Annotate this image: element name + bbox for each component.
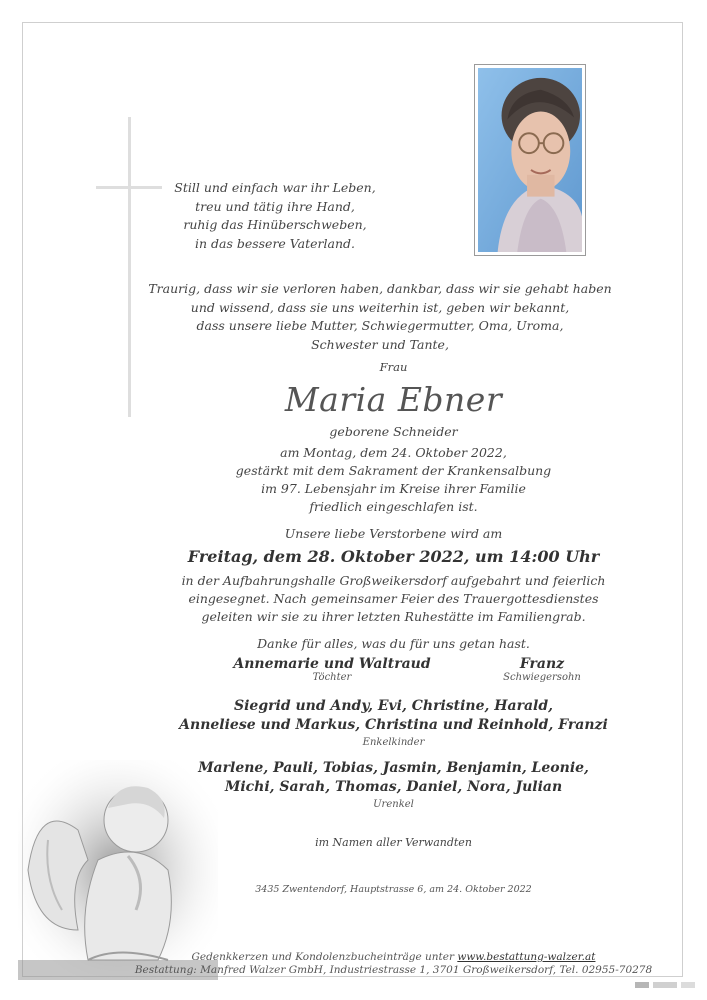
ceremony-line: geleiten wir sie zu ihrer letzten Ruhestätte im Familiengrab. bbox=[201, 609, 586, 624]
footer-prefix: Gedenkkerzen und Kondolenzbucheinträge unter bbox=[191, 951, 458, 963]
maiden-name: geborene Schneider bbox=[329, 424, 458, 439]
ceremony-line: eingesegnet. Nach gemeinsamer Feier des Trauergottesdienstes bbox=[188, 591, 599, 606]
intro-line: dass unsere liebe Mutter, Schwiegermutter, Oma, Uroma, bbox=[196, 318, 564, 333]
death-line: im 97. Lebensjahr im Kreise ihrer Familie bbox=[261, 481, 526, 496]
death-line: am Montag, dem 24. Oktober 2022, bbox=[280, 445, 507, 460]
portrait-photo bbox=[474, 64, 586, 256]
thanks-text: Danke für alles, was du für uns getan hast. bbox=[257, 636, 530, 651]
logo-icon bbox=[653, 982, 677, 988]
footer-line-1 bbox=[40, 951, 707, 963]
poem-line: Still und einfach war ihr Leben, bbox=[174, 180, 376, 195]
footer-line-2: Bestattung: Manfred Walzer GmbH, Industriestrasse 1, 3701 Großweikersdorf, Tel. 02955-70278 bbox=[134, 964, 653, 976]
logo-icon bbox=[635, 982, 649, 988]
death-line: gestärkt mit dem Sakrament der Krankensalbung bbox=[235, 463, 552, 478]
great-grandchildren-line: Michi, Sarah, Thomas, Daniel, Nora, Julian bbox=[224, 779, 563, 795]
great-grandchildren-role: Urenkel bbox=[373, 799, 414, 810]
footer-logos bbox=[635, 982, 695, 988]
deceased-name: Maria Ebner bbox=[284, 380, 503, 419]
poem bbox=[140, 179, 410, 253]
son-in-law-name: Franz bbox=[519, 656, 565, 672]
footer-website-link[interactable]: www.bestattung-walzer.at bbox=[457, 951, 596, 963]
place-date: 3435 Zwentendorf, Hauptstrasse 6, am 24. Oktober 2022 bbox=[255, 884, 532, 895]
daughters-role: Töchter bbox=[312, 672, 352, 683]
ceremony-datetime: Freitag, dem 28. Oktober 2022, um 14:00 Uhr bbox=[187, 547, 600, 566]
son-in-law-role: Schwiegersohn bbox=[503, 672, 581, 683]
ceremony-intro: Unsere liebe Verstorbene wird am bbox=[284, 526, 503, 541]
relatives-text: im Namen aller Verwandten bbox=[315, 836, 472, 849]
intro-line: Schwester und Tante, bbox=[311, 336, 449, 352]
intro-line: Traurig, dass wir sie verloren haben, dankbar, dass wir sie gehabt haben bbox=[148, 281, 612, 296]
poem-line: treu und tätig ihre Hand, bbox=[195, 198, 355, 214]
daughters-names: Annemarie und Waltraud bbox=[233, 656, 431, 672]
ceremony-line: in der Aufbahrungshalle Großweikersdorf aufgebahrt und feierlich bbox=[181, 573, 606, 588]
salutation: Frau bbox=[379, 360, 408, 374]
grandchildren-role: Enkelkinder bbox=[362, 737, 425, 748]
son-in-law-block bbox=[482, 656, 602, 683]
poem-line: in das bessere Vaterland. bbox=[194, 235, 356, 251]
daughters-block bbox=[222, 656, 442, 683]
intro-text bbox=[140, 280, 620, 354]
intro-line: und wissend, dass sie uns weiterhin ist, geben wir bekannt, bbox=[190, 299, 570, 315]
poem-line: ruhig das Hinüberschweben, bbox=[183, 217, 367, 232]
logo-icon bbox=[681, 982, 695, 988]
grandchildren-line: Siegrid und Andy, Evi, Christine, Harald, bbox=[234, 698, 553, 714]
grandchildren-line: Anneliese und Markus, Christina und Reinhold, Franzi bbox=[179, 717, 608, 733]
great-grandchildren-line: Marlene, Pauli, Tobias, Jasmin, Benjamin, Leonie, bbox=[198, 760, 589, 776]
death-line: friedlich eingeschlafen ist. bbox=[309, 499, 478, 514]
